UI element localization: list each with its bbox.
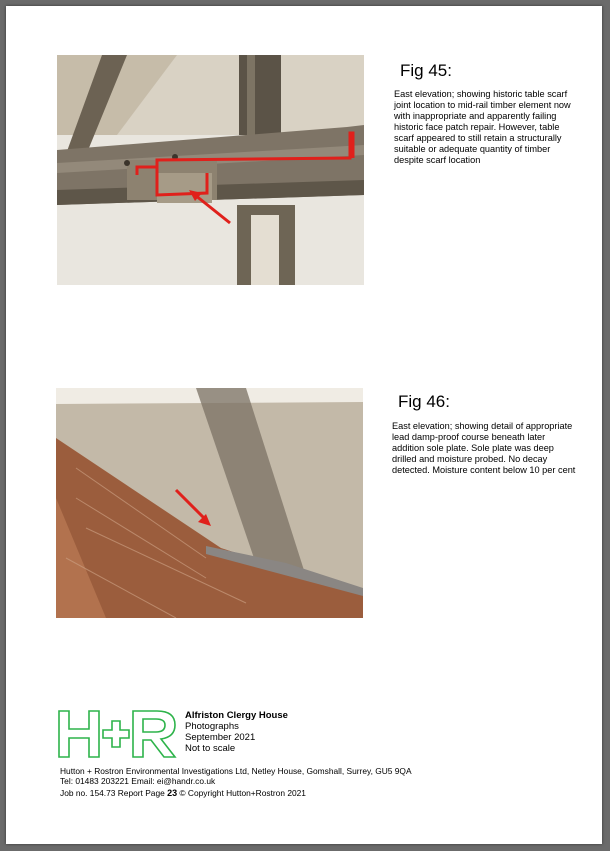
footer-company-address: Hutton + Rostron Environmental Investigations Ltd, Netley House, Gomshall, Surrey, GU5 9QA bbox=[60, 766, 412, 776]
job-reference: Job no. 154.73 Report Page bbox=[60, 788, 168, 798]
copyright: © Copyright Hutton+Rostron 2021 bbox=[177, 788, 306, 798]
photo-scarf-joint bbox=[57, 55, 364, 285]
report-date: September 2021 bbox=[185, 732, 256, 743]
title-block bbox=[185, 710, 288, 754]
figure-46-caption: East elevation; showing detail of appropriate lead damp-proof course beneath later addition sole plate. Sole plate was deep drilled and moisture probed. No decay detected. Moisture content below 10 per cent bbox=[392, 421, 576, 475]
figure-45-caption: East elevation; showing historic table scarf joint location to mid-rail timber element now with inappropriate and apparently failing historic face patch repair. However, table scarf appeared to still retain a structurally suitable or adequate quantity of timber despite scarf location bbox=[394, 89, 571, 165]
project-name: Alfriston Clergy House bbox=[185, 710, 288, 721]
footer-contact: Tel: 01483 203221 Email: ei@handr.co.uk bbox=[60, 776, 216, 786]
scale-note: Not to scale bbox=[185, 743, 236, 754]
section-name: Photographs bbox=[185, 721, 239, 732]
figure-45-title: Fig 45: bbox=[400, 61, 452, 80]
figure-46-title: Fig 46: bbox=[398, 392, 450, 411]
hutton-rostron-logo bbox=[57, 709, 177, 759]
footer-job-info bbox=[60, 788, 306, 798]
page-number: 23 bbox=[167, 788, 178, 798]
report-page bbox=[6, 6, 602, 844]
photo-sole-plate bbox=[56, 388, 363, 618]
